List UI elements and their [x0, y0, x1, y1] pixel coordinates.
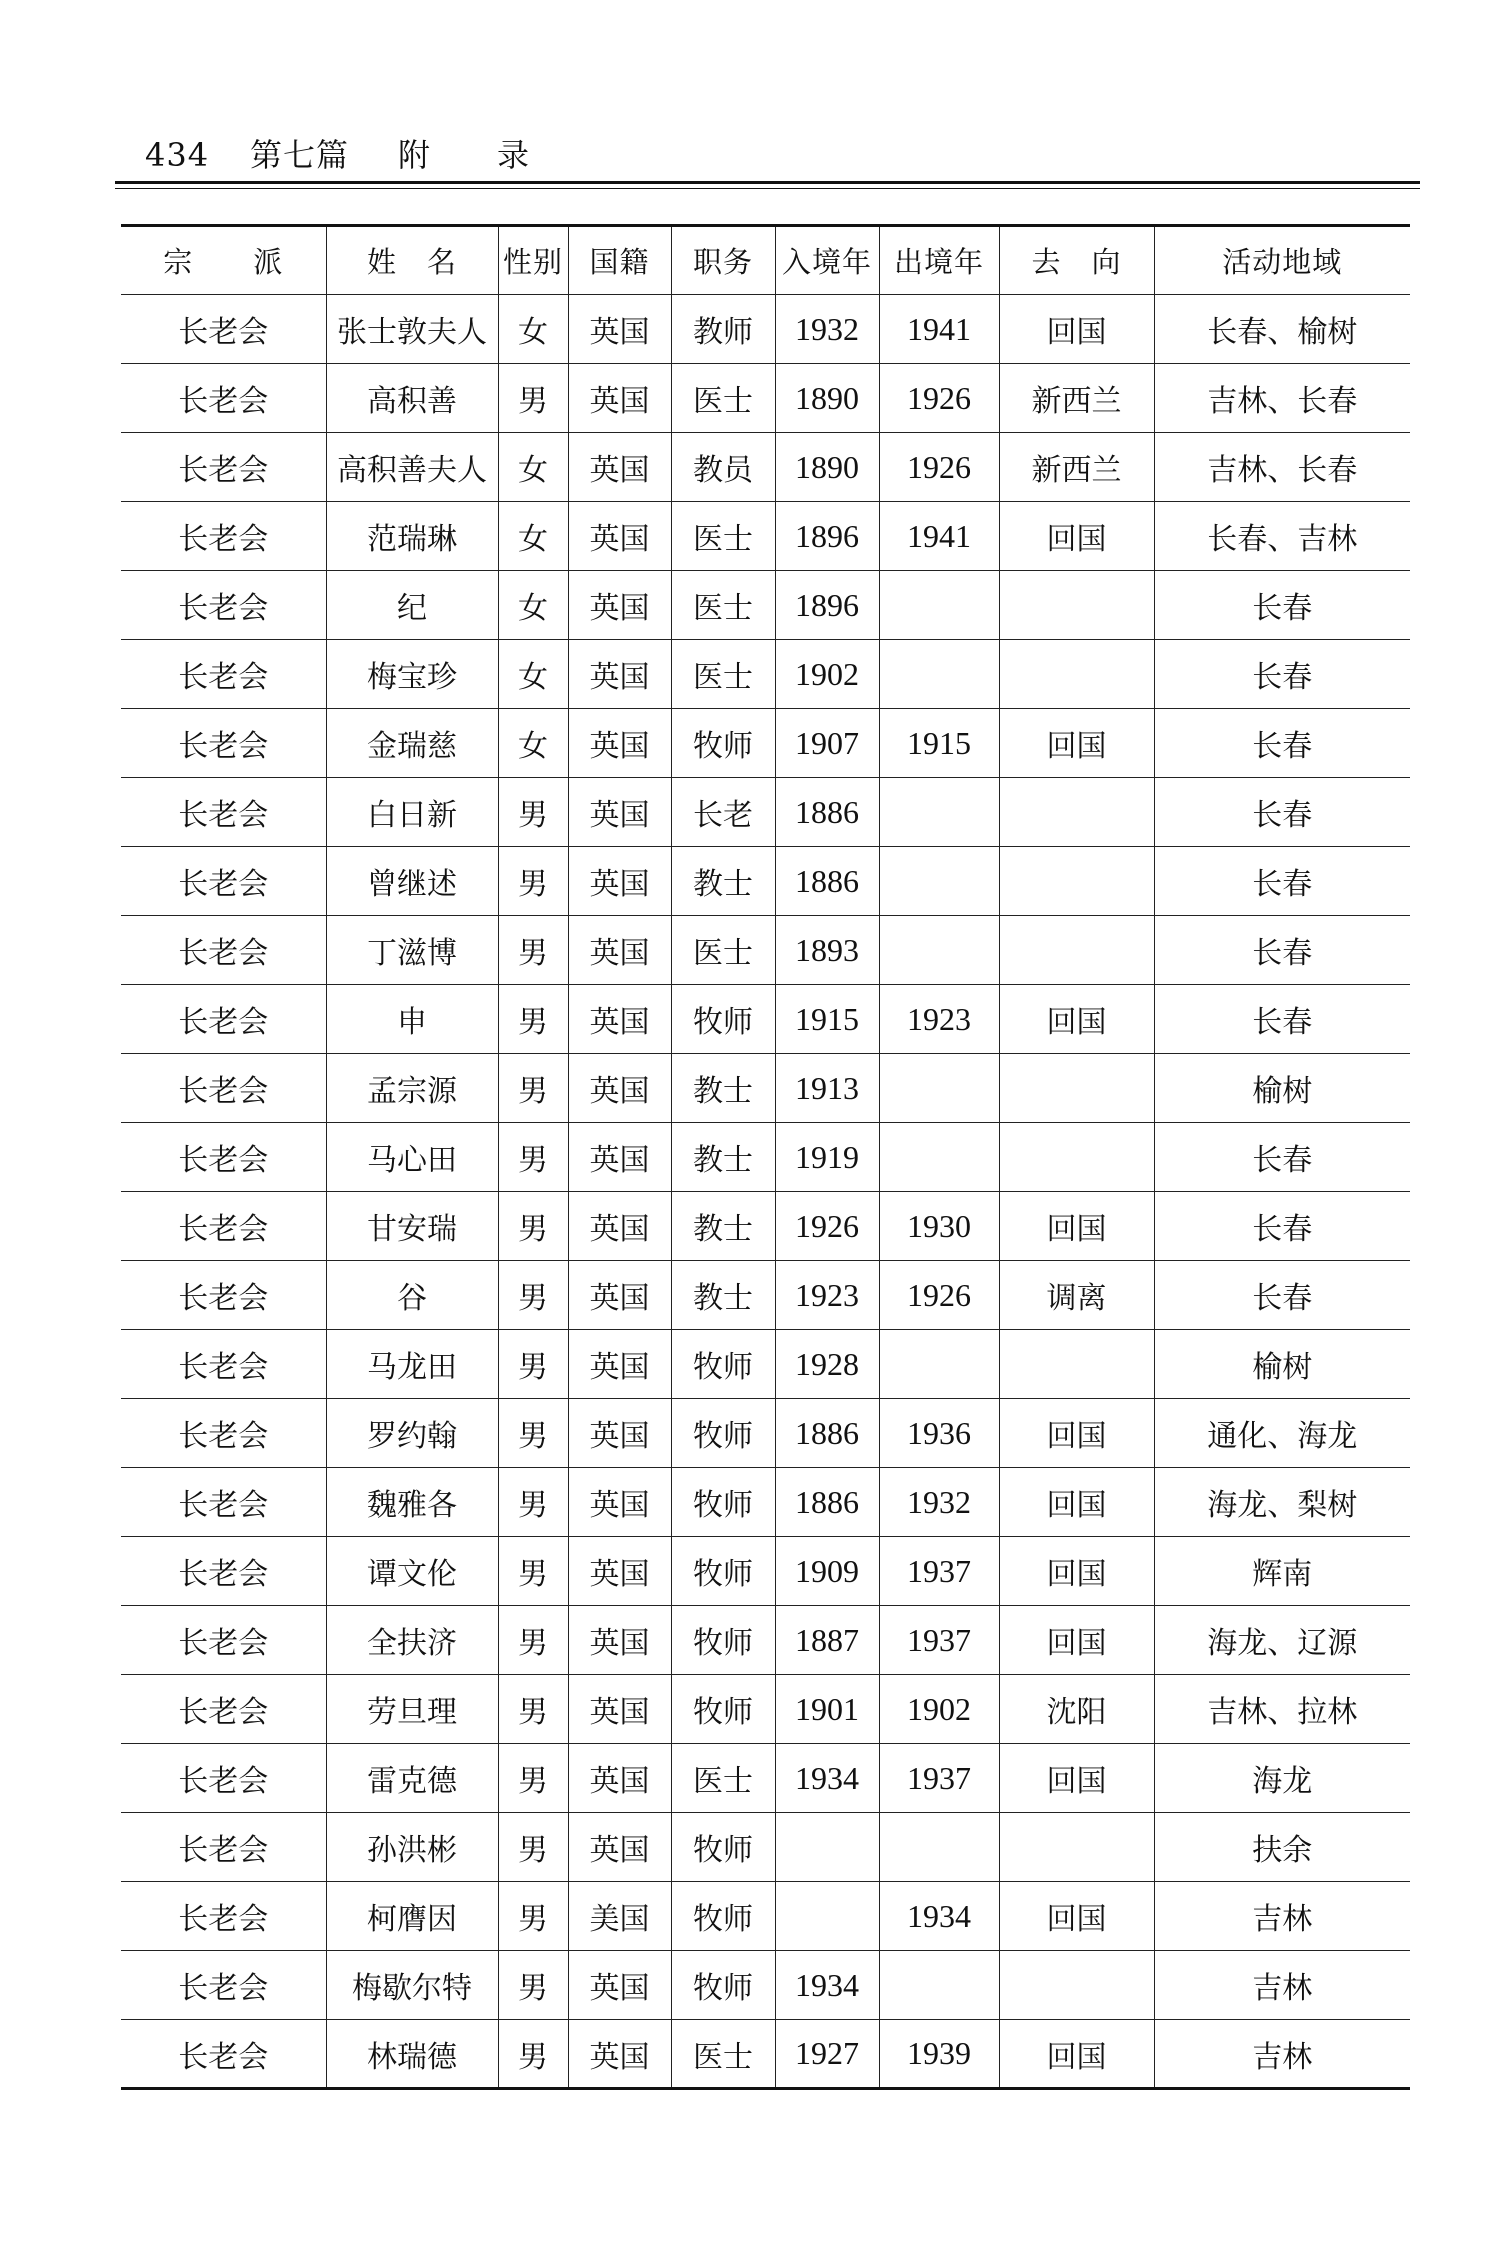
table-row	[121, 2020, 1410, 2089]
cell-entry-year: 1927	[775, 2020, 879, 2089]
cell-entry-year: 1886	[775, 1468, 879, 1537]
cell-position: 牧师	[671, 1951, 775, 2020]
cell-nationality: 英国	[568, 1744, 671, 1813]
cell-exit-year	[879, 571, 999, 640]
cell-region: 吉林	[1154, 1882, 1410, 1951]
table-row	[121, 640, 1410, 709]
cell-sect: 长老会	[121, 985, 326, 1054]
cell-sect: 长老会	[121, 1882, 326, 1951]
cell-gender: 男	[498, 1537, 568, 1606]
cell-nationality: 英国	[568, 847, 671, 916]
cell-nationality: 英国	[568, 985, 671, 1054]
cell-sect: 长老会	[121, 1744, 326, 1813]
cell-region: 长春	[1154, 985, 1410, 1054]
cell-gender: 男	[498, 985, 568, 1054]
cell-name: 申	[326, 985, 498, 1054]
cell-position: 牧师	[671, 1813, 775, 1882]
cell-name: 张士敦夫人	[326, 295, 498, 364]
cell-position: 医士	[671, 640, 775, 709]
cell-destination	[999, 847, 1154, 916]
cell-sect: 长老会	[121, 295, 326, 364]
cell-nationality: 英国	[568, 433, 671, 502]
table-row	[121, 295, 1410, 364]
cell-region: 吉林	[1154, 1951, 1410, 2020]
cell-destination	[999, 1054, 1154, 1123]
cell-entry-year	[775, 1813, 879, 1882]
cell-name: 柯膺因	[326, 1882, 498, 1951]
cell-name: 曾继述	[326, 847, 498, 916]
cell-nationality: 英国	[568, 295, 671, 364]
cell-nationality: 英国	[568, 1537, 671, 1606]
cell-gender: 女	[498, 433, 568, 502]
col-header-nationality: 国籍	[568, 226, 671, 295]
cell-name: 高积善夫人	[326, 433, 498, 502]
cell-region: 扶余	[1154, 1813, 1410, 1882]
cell-entry-year: 1934	[775, 1951, 879, 2020]
table-row	[121, 571, 1410, 640]
cell-gender: 男	[498, 1744, 568, 1813]
col-header-sect: 宗 派	[121, 226, 326, 295]
cell-region: 长春	[1154, 916, 1410, 985]
cell-name: 白日新	[326, 778, 498, 847]
cell-sect: 长老会	[121, 1399, 326, 1468]
cell-gender: 男	[498, 1882, 568, 1951]
cell-exit-year: 1926	[879, 1261, 999, 1330]
header-rule-thin	[115, 188, 1420, 189]
cell-region: 海龙	[1154, 1744, 1410, 1813]
cell-entry-year: 1928	[775, 1330, 879, 1399]
cell-position: 教员	[671, 433, 775, 502]
cell-destination: 新西兰	[999, 364, 1154, 433]
cell-entry-year: 1919	[775, 1123, 879, 1192]
table-row	[121, 1882, 1410, 1951]
cell-gender: 男	[498, 1261, 568, 1330]
cell-position: 医士	[671, 916, 775, 985]
cell-sect: 长老会	[121, 709, 326, 778]
cell-gender: 女	[498, 295, 568, 364]
cell-nationality: 英国	[568, 1330, 671, 1399]
cell-region: 吉林、长春	[1154, 433, 1410, 502]
table-row	[121, 364, 1410, 433]
cell-region: 长春	[1154, 1192, 1410, 1261]
cell-exit-year	[879, 1054, 999, 1123]
cell-position: 牧师	[671, 1882, 775, 1951]
cell-exit-year	[879, 916, 999, 985]
table-row	[121, 916, 1410, 985]
cell-position: 长老	[671, 778, 775, 847]
cell-sect: 长老会	[121, 1813, 326, 1882]
cell-nationality: 英国	[568, 640, 671, 709]
cell-position: 教士	[671, 1054, 775, 1123]
header-rule-thick	[115, 181, 1420, 184]
cell-position: 教士	[671, 1123, 775, 1192]
table-row	[121, 1123, 1410, 1192]
cell-nationality: 英国	[568, 1399, 671, 1468]
cell-exit-year	[879, 778, 999, 847]
cell-name: 孙洪彬	[326, 1813, 498, 1882]
cell-gender: 男	[498, 1606, 568, 1675]
cell-sect: 长老会	[121, 364, 326, 433]
cell-gender: 男	[498, 1330, 568, 1399]
cell-position: 医士	[671, 364, 775, 433]
cell-region: 海龙、梨树	[1154, 1468, 1410, 1537]
cell-exit-year: 1932	[879, 1468, 999, 1537]
cell-name: 谷	[326, 1261, 498, 1330]
cell-name: 雷克德	[326, 1744, 498, 1813]
cell-sect: 长老会	[121, 847, 326, 916]
cell-sect: 长老会	[121, 2020, 326, 2089]
cell-nationality: 英国	[568, 502, 671, 571]
cell-gender: 女	[498, 502, 568, 571]
table-body	[121, 295, 1410, 2089]
cell-sect: 长老会	[121, 640, 326, 709]
cell-entry-year: 1901	[775, 1675, 879, 1744]
cell-nationality: 英国	[568, 709, 671, 778]
cell-exit-year	[879, 1330, 999, 1399]
cell-exit-year: 1902	[879, 1675, 999, 1744]
cell-position: 牧师	[671, 1537, 775, 1606]
cell-gender: 男	[498, 916, 568, 985]
cell-nationality: 英国	[568, 1192, 671, 1261]
cell-exit-year: 1923	[879, 985, 999, 1054]
cell-destination: 回国	[999, 1744, 1154, 1813]
table-row	[121, 1537, 1410, 1606]
col-header-gender: 性别	[498, 226, 568, 295]
cell-sect: 长老会	[121, 1951, 326, 2020]
table-row	[121, 709, 1410, 778]
cell-exit-year: 1937	[879, 1744, 999, 1813]
table-row	[121, 1675, 1410, 1744]
cell-gender: 男	[498, 1468, 568, 1537]
cell-exit-year: 1936	[879, 1399, 999, 1468]
cell-entry-year: 1923	[775, 1261, 879, 1330]
cell-destination: 回国	[999, 1468, 1154, 1537]
table-row	[121, 1261, 1410, 1330]
table-row	[121, 985, 1410, 1054]
cell-exit-year	[879, 1123, 999, 1192]
cell-entry-year: 1896	[775, 502, 879, 571]
cell-entry-year: 1934	[775, 1744, 879, 1813]
cell-sect: 长老会	[121, 1261, 326, 1330]
cell-destination	[999, 1330, 1154, 1399]
cell-name: 马龙田	[326, 1330, 498, 1399]
cell-region: 榆树	[1154, 1330, 1410, 1399]
cell-exit-year	[879, 640, 999, 709]
table-row	[121, 502, 1410, 571]
col-header-destination: 去 向	[999, 226, 1154, 295]
cell-name: 罗约翰	[326, 1399, 498, 1468]
cell-name: 高积善	[326, 364, 498, 433]
cell-region: 长春	[1154, 847, 1410, 916]
cell-nationality: 英国	[568, 2020, 671, 2089]
cell-region: 长春	[1154, 571, 1410, 640]
cell-gender: 男	[498, 1123, 568, 1192]
table-row	[121, 1606, 1410, 1675]
subsection-title: 附 录	[398, 136, 531, 174]
cell-sect: 长老会	[121, 1468, 326, 1537]
cell-gender: 男	[498, 1951, 568, 2020]
cell-nationality: 英国	[568, 1261, 671, 1330]
cell-destination	[999, 1123, 1154, 1192]
col-header-position: 职务	[671, 226, 775, 295]
col-header-entry-year: 入境年	[775, 226, 879, 295]
cell-name: 甘安瑞	[326, 1192, 498, 1261]
cell-entry-year: 1886	[775, 847, 879, 916]
cell-exit-year: 1941	[879, 295, 999, 364]
missionary-table	[121, 224, 1410, 2090]
cell-gender: 男	[498, 1813, 568, 1882]
cell-entry-year: 1893	[775, 916, 879, 985]
cell-exit-year: 1934	[879, 1882, 999, 1951]
cell-region: 辉南	[1154, 1537, 1410, 1606]
cell-gender: 男	[498, 364, 568, 433]
cell-entry-year: 1890	[775, 364, 879, 433]
cell-name: 梅歇尔特	[326, 1951, 498, 2020]
cell-name: 全扶济	[326, 1606, 498, 1675]
cell-exit-year	[879, 1951, 999, 2020]
col-header-region: 活动地域	[1154, 226, 1410, 295]
table-row	[121, 1192, 1410, 1261]
cell-sect: 长老会	[121, 502, 326, 571]
cell-region: 吉林、长春	[1154, 364, 1410, 433]
cell-position: 牧师	[671, 1468, 775, 1537]
cell-position: 医士	[671, 571, 775, 640]
cell-exit-year	[879, 1813, 999, 1882]
cell-entry-year: 1886	[775, 1399, 879, 1468]
cell-region: 海龙、辽源	[1154, 1606, 1410, 1675]
cell-entry-year: 1896	[775, 571, 879, 640]
cell-name: 劳旦理	[326, 1675, 498, 1744]
cell-position: 教士	[671, 1261, 775, 1330]
page-number: 434	[145, 136, 210, 174]
col-header-name: 姓 名	[326, 226, 498, 295]
cell-entry-year: 1886	[775, 778, 879, 847]
cell-exit-year: 1937	[879, 1537, 999, 1606]
cell-gender: 男	[498, 847, 568, 916]
cell-destination	[999, 1951, 1154, 2020]
cell-sect: 长老会	[121, 1192, 326, 1261]
cell-nationality: 英国	[568, 778, 671, 847]
cell-name: 孟宗源	[326, 1054, 498, 1123]
cell-region: 榆树	[1154, 1054, 1410, 1123]
cell-destination: 回国	[999, 709, 1154, 778]
cell-entry-year: 1890	[775, 433, 879, 502]
cell-name: 纪	[326, 571, 498, 640]
cell-nationality: 英国	[568, 1468, 671, 1537]
table-row	[121, 1468, 1410, 1537]
table-row	[121, 847, 1410, 916]
cell-position: 牧师	[671, 1606, 775, 1675]
cell-name: 魏雅各	[326, 1468, 498, 1537]
cell-gender: 男	[498, 1675, 568, 1744]
cell-region: 长春	[1154, 778, 1410, 847]
col-header-exit-year: 出境年	[879, 226, 999, 295]
cell-exit-year: 1926	[879, 364, 999, 433]
cell-position: 教师	[671, 295, 775, 364]
cell-position: 医士	[671, 2020, 775, 2089]
cell-destination: 回国	[999, 2020, 1154, 2089]
cell-region: 长春、吉林	[1154, 502, 1410, 571]
cell-nationality: 英国	[568, 1054, 671, 1123]
section-title: 第七篇	[250, 136, 350, 174]
cell-destination	[999, 916, 1154, 985]
cell-sect: 长老会	[121, 571, 326, 640]
table-header-row	[121, 226, 1410, 295]
running-header	[145, 130, 530, 176]
cell-nationality: 英国	[568, 1951, 671, 2020]
cell-nationality: 美国	[568, 1882, 671, 1951]
cell-region: 通化、海龙	[1154, 1399, 1410, 1468]
cell-region: 长春	[1154, 640, 1410, 709]
cell-gender: 男	[498, 1192, 568, 1261]
cell-sect: 长老会	[121, 1537, 326, 1606]
cell-position: 教士	[671, 847, 775, 916]
cell-entry-year: 1926	[775, 1192, 879, 1261]
table-row	[121, 1813, 1410, 1882]
cell-position: 教士	[671, 1192, 775, 1261]
cell-gender: 男	[498, 778, 568, 847]
cell-gender: 女	[498, 709, 568, 778]
cell-destination: 回国	[999, 1882, 1154, 1951]
cell-region: 长春	[1154, 709, 1410, 778]
cell-exit-year: 1939	[879, 2020, 999, 2089]
cell-destination	[999, 571, 1154, 640]
cell-nationality: 英国	[568, 1675, 671, 1744]
cell-entry-year: 1909	[775, 1537, 879, 1606]
cell-destination: 回国	[999, 1192, 1154, 1261]
cell-name: 金瑞慈	[326, 709, 498, 778]
cell-exit-year: 1915	[879, 709, 999, 778]
cell-nationality: 英国	[568, 571, 671, 640]
cell-destination: 回国	[999, 1537, 1154, 1606]
cell-region: 吉林、拉林	[1154, 1675, 1410, 1744]
cell-region: 长春	[1154, 1123, 1410, 1192]
cell-position: 医士	[671, 502, 775, 571]
cell-name: 林瑞德	[326, 2020, 498, 2089]
cell-position: 牧师	[671, 1399, 775, 1468]
cell-position: 牧师	[671, 985, 775, 1054]
cell-name: 梅宝珍	[326, 640, 498, 709]
cell-destination: 回国	[999, 295, 1154, 364]
cell-exit-year: 1926	[879, 433, 999, 502]
cell-destination	[999, 640, 1154, 709]
cell-region: 吉林	[1154, 2020, 1410, 2089]
cell-destination	[999, 778, 1154, 847]
cell-destination	[999, 1813, 1154, 1882]
cell-nationality: 英国	[568, 1123, 671, 1192]
cell-nationality: 英国	[568, 1813, 671, 1882]
cell-nationality: 英国	[568, 916, 671, 985]
cell-entry-year: 1913	[775, 1054, 879, 1123]
table-row	[121, 1399, 1410, 1468]
cell-nationality: 英国	[568, 364, 671, 433]
cell-sect: 长老会	[121, 433, 326, 502]
cell-region: 长春	[1154, 1261, 1410, 1330]
cell-exit-year: 1941	[879, 502, 999, 571]
cell-entry-year: 1902	[775, 640, 879, 709]
cell-destination: 回国	[999, 1399, 1154, 1468]
cell-entry-year: 1907	[775, 709, 879, 778]
table-row	[121, 1951, 1410, 2020]
cell-sect: 长老会	[121, 1054, 326, 1123]
cell-sect: 长老会	[121, 916, 326, 985]
cell-entry-year: 1887	[775, 1606, 879, 1675]
cell-name: 谭文伦	[326, 1537, 498, 1606]
cell-gender: 男	[498, 2020, 568, 2089]
cell-destination: 调离	[999, 1261, 1154, 1330]
table-row	[121, 433, 1410, 502]
cell-destination: 新西兰	[999, 433, 1154, 502]
cell-name: 范瑞琳	[326, 502, 498, 571]
cell-exit-year: 1937	[879, 1606, 999, 1675]
cell-sect: 长老会	[121, 1330, 326, 1399]
cell-position: 医士	[671, 1744, 775, 1813]
cell-entry-year: 1932	[775, 295, 879, 364]
cell-sect: 长老会	[121, 1675, 326, 1744]
cell-destination: 回国	[999, 502, 1154, 571]
table-row	[121, 778, 1410, 847]
cell-entry-year	[775, 1882, 879, 1951]
table-row	[121, 1744, 1410, 1813]
cell-entry-year: 1915	[775, 985, 879, 1054]
cell-sect: 长老会	[121, 778, 326, 847]
cell-name: 丁滋博	[326, 916, 498, 985]
cell-exit-year	[879, 847, 999, 916]
cell-exit-year: 1930	[879, 1192, 999, 1261]
cell-gender: 女	[498, 640, 568, 709]
cell-position: 牧师	[671, 1330, 775, 1399]
table-row	[121, 1330, 1410, 1399]
cell-sect: 长老会	[121, 1606, 326, 1675]
cell-gender: 男	[498, 1054, 568, 1123]
cell-name: 马心田	[326, 1123, 498, 1192]
table-row	[121, 1054, 1410, 1123]
cell-region: 长春、榆树	[1154, 295, 1410, 364]
cell-destination: 回国	[999, 1606, 1154, 1675]
cell-destination: 回国	[999, 985, 1154, 1054]
cell-nationality: 英国	[568, 1606, 671, 1675]
cell-sect: 长老会	[121, 1123, 326, 1192]
cell-destination: 沈阳	[999, 1675, 1154, 1744]
cell-gender: 男	[498, 1399, 568, 1468]
cell-gender: 女	[498, 571, 568, 640]
cell-position: 牧师	[671, 1675, 775, 1744]
cell-position: 牧师	[671, 709, 775, 778]
